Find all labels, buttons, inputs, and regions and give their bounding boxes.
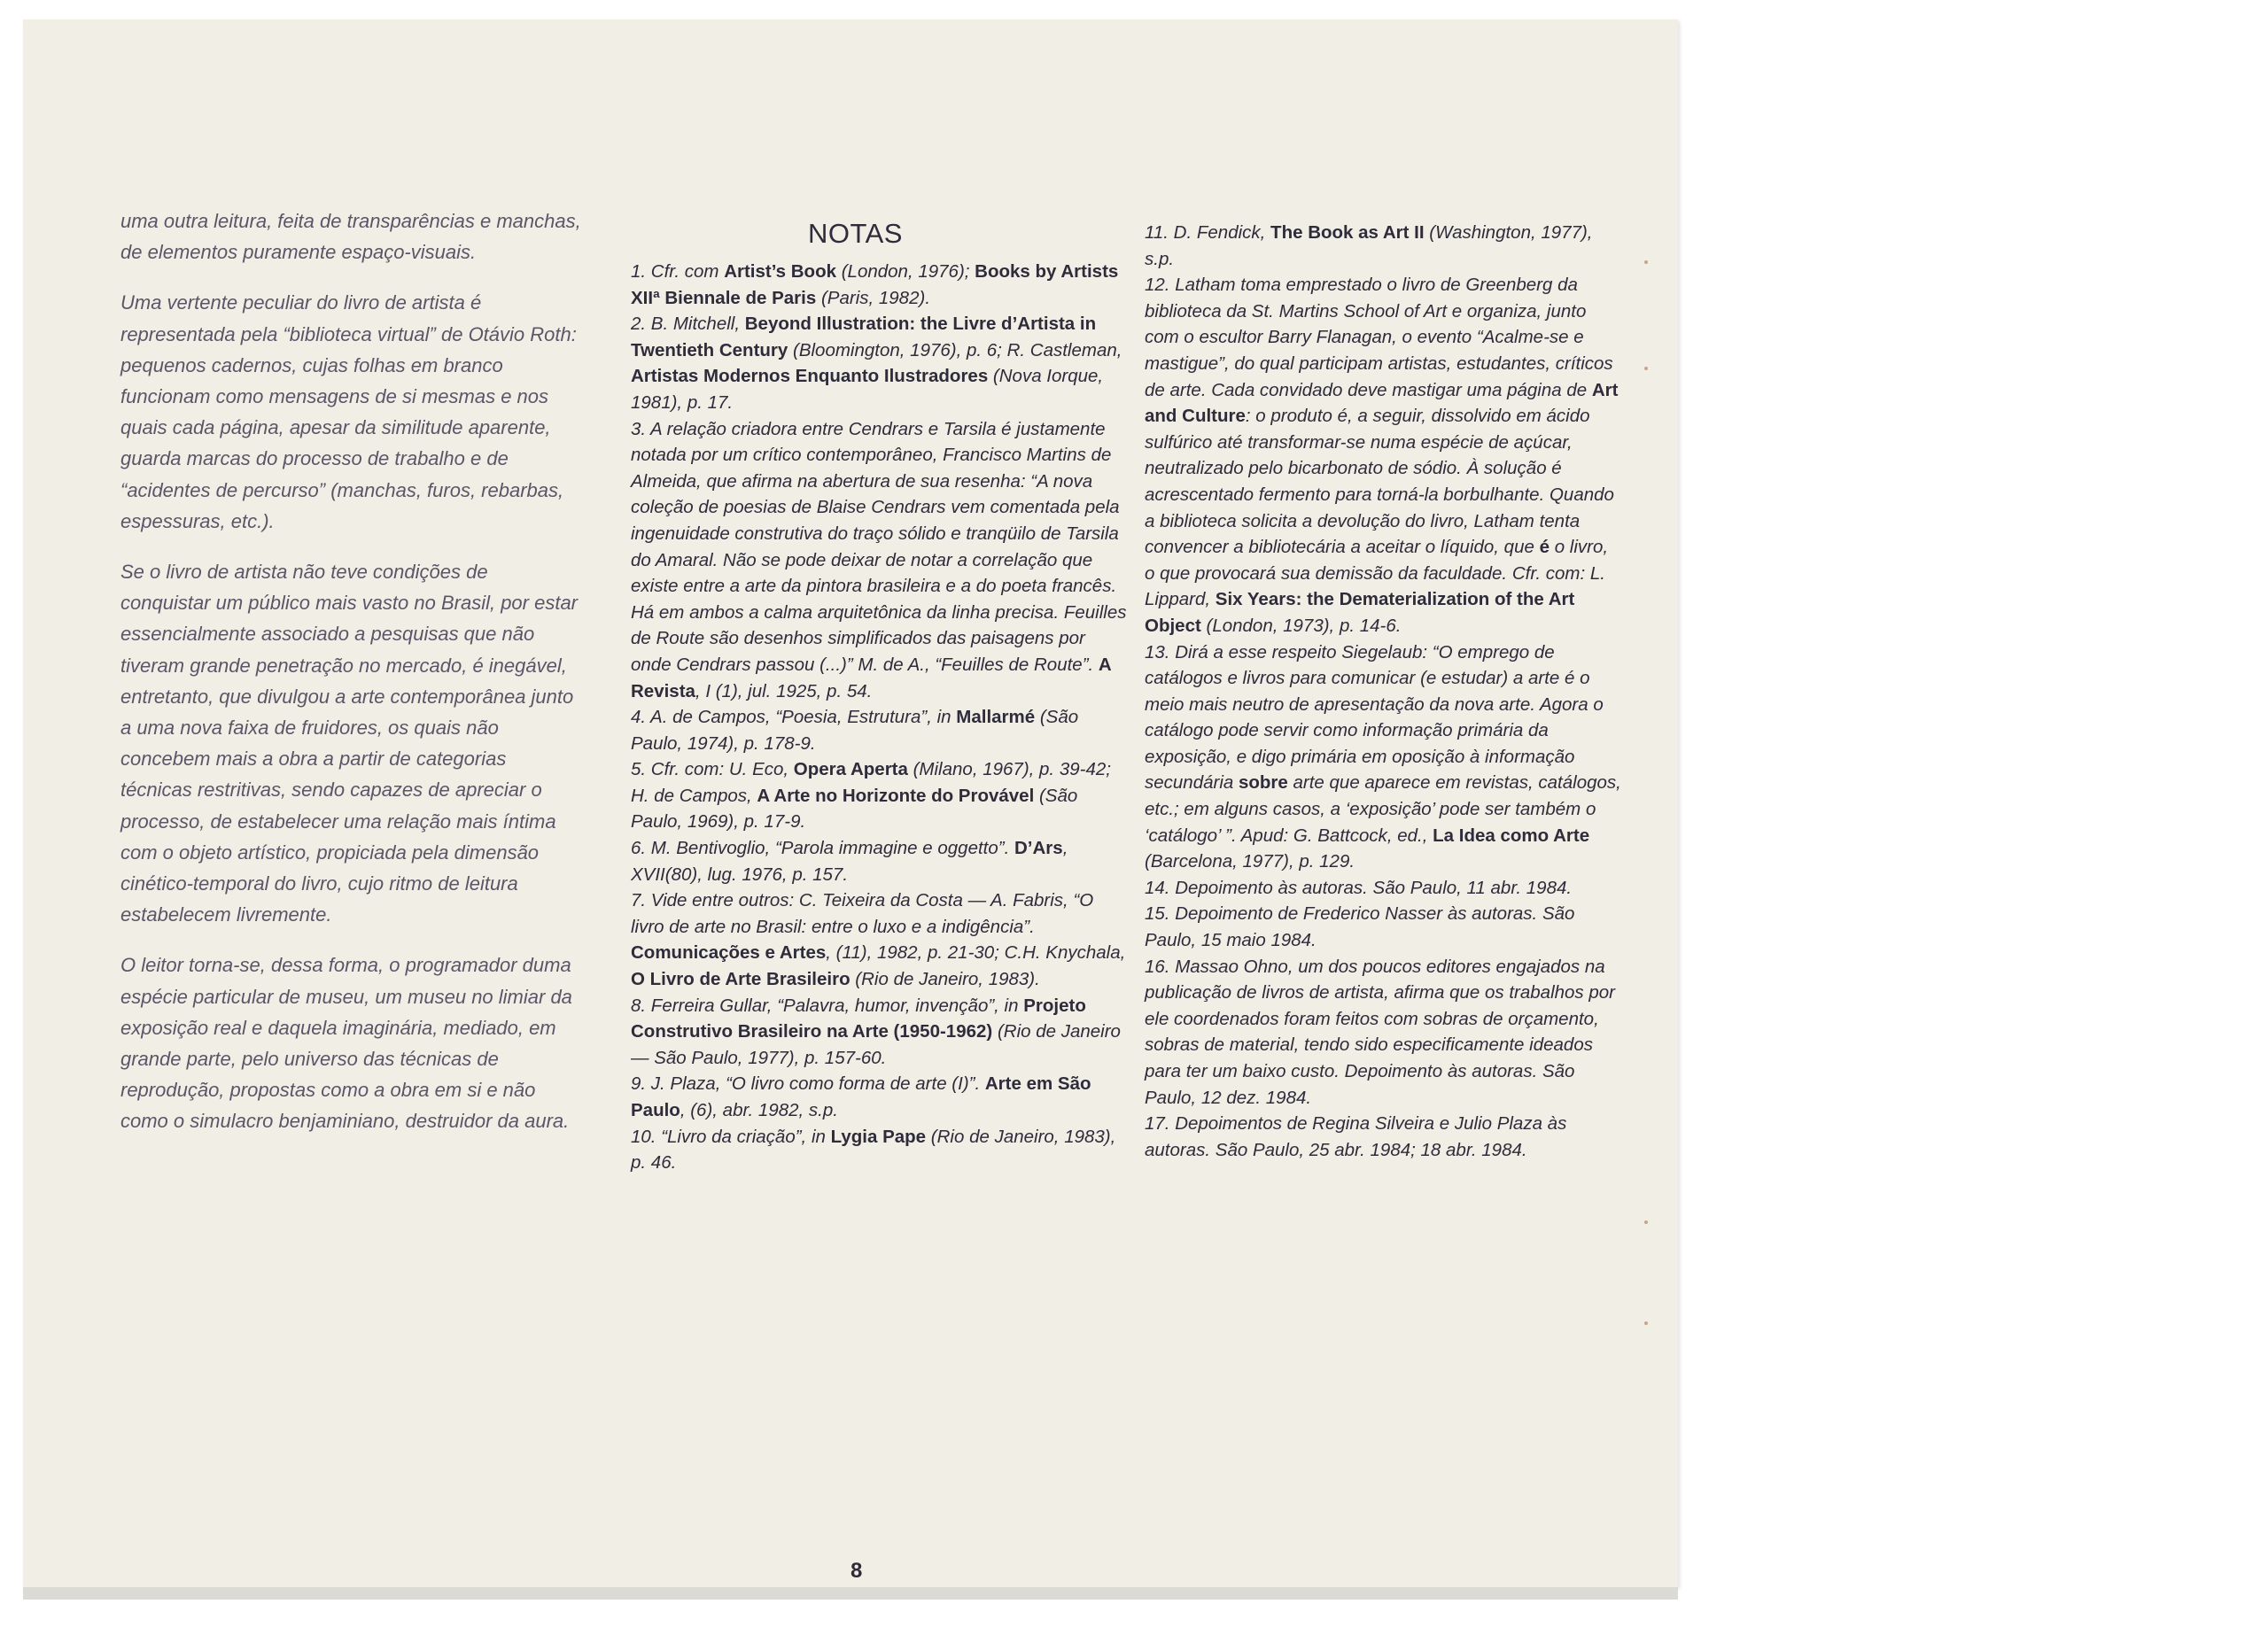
body-paragraph: O leitor torna-se, dessa forma, o programador duma espécie particular de museu, um museu no limiar da exposição real e daquela imaginária, mediado, em grande parte, pelo universo das técnicas de reprodução, propostas como a obra em si e não como o simulacro benjaminiano, destruidor da aura. (120, 954, 572, 1133)
footnote-title: O Livro de Arte Brasileiro (631, 969, 850, 990)
footnote-text: arte que aparece em revistas, catálogos, etc.; em alguns casos, a ‘exposição’ pode ser também o ‘catálogo’ ”. Apud: G. Battcock, ed., (1145, 772, 1621, 846)
footnote-text: 12. Latham toma emprestado o livro de Greenberg da biblioteca da St. Martins School of Art e organiza, junto com o escultor Barry Flanagan, o evento “Acalme-se e mastigue”, do qual participam artistas, estudantes, críticos de arte. Cada convidado deve mastigar uma página de (1145, 275, 1613, 400)
footnote-text: (Nova Iorque, 1981), p. 17. (631, 366, 1104, 413)
footnote-text: , I (1), jul. 1925, p. 54. (695, 680, 873, 701)
footnote-text: (London, 1973), p. 14-6. (1200, 615, 1402, 636)
footnote-title: Arte em São Paulo (631, 1073, 1091, 1120)
footnote-title: Comunicações e Artes (631, 942, 827, 964)
footnote-text: , (6), abr. 1982, s.p. (680, 1100, 838, 1120)
footnote (631, 259, 1127, 311)
body-paragraph: uma outra leitura, feita de transparências e manchas, de elementos puramente espaço-visuais. (120, 210, 581, 264)
footnote-text: 9. J. Plaza, “O livro como forma de arte (I)”. (631, 1073, 985, 1095)
footnote-text: 6. M. Bentivoglio, “Parola immagine e oggetto”. (631, 838, 1014, 859)
page-edge-shadow (23, 1587, 1678, 1600)
footnote (631, 1124, 1127, 1176)
body-paragraph: Se o livro de artista não teve condições de conquistar um público mais vasto no Brasil, por estar essencialmente associado a pesquisas que não tiveram grande penetração no mercado, é inegável, entretanto, que divulgou a arte contemporânea junto a uma nova faixa de fruidores, os quais não concebem mais a obra a partir de categorias técnicas restritivas, sendo capazes de apreciar o processo, de estabelecer uma relação mais íntima com o objeto artístico, propiciada pela dimensão cinético-temporal do livro, cujo ritmo de leitura estabelecem livremente. (120, 561, 579, 926)
footnote-text: : o produto é, a seguir, dissolvido em ácido sulfúrico até transformar-se numa espécie de açúcar, neutralizado pelo bicarbonato de sódio. À solução é acrescentado fermento para torná-la borbulhante. Quando a biblioteca solicita a devolução do livro, Latham tenta convencer a bibliotecária a aceitar o líquido, que (1145, 406, 1614, 558)
page-sheet (23, 19, 1678, 1587)
paper-speck (1644, 367, 1648, 370)
footnote-title: Projeto Construtivo Brasileiro na Arte (1950-1962) (631, 995, 1086, 1042)
footnote-title: La Idea como Arte (1433, 825, 1590, 846)
footnote-text: 15. Depoimento de Frederico Nasser às autoras. São Paulo, 15 maio 1984. (1145, 903, 1575, 951)
footnote-text: (Rio de Janeiro — São Paulo, 1977), p. 157-60. (631, 1021, 1121, 1068)
footnote-title: Six Years: the Dematerialization of the Art Object (1145, 589, 1575, 636)
footnote (631, 416, 1127, 705)
footnote-text: (Rio de Janeiro, 1983), p. 46. (631, 1126, 1116, 1174)
footnote-title: sobre (1238, 772, 1288, 794)
footnote (1145, 875, 1623, 902)
footnote-text: 13. Dirá a esse respeito Siegelaub: “O emprego de catálogos e livros para comunicar (e estudar) a arte é o meio mais neutro de apresentação da nova arte. Agora o catálogo pode servir como informação primária da exposição, e digo primária em oposição à informação secundária (1145, 641, 1604, 794)
footnote-text: 10. “Livro da criação”, in (631, 1126, 831, 1147)
footnote (1145, 272, 1623, 639)
footnote (631, 704, 1127, 756)
paper-speck (1644, 1321, 1648, 1325)
notes-column-right (1145, 220, 1623, 1163)
footnote-text: (Barcelona, 1977), p. 129. (1145, 851, 1355, 872)
footnote-title: Opera Aperta (793, 759, 908, 780)
footnote-title: A Arte no Horizonte do Provável (757, 785, 1035, 806)
body-text-column (120, 205, 581, 1157)
paper-speck (1644, 1220, 1648, 1224)
footnote-text: (London, 1976); (836, 261, 975, 282)
footnote-text: 17. Depoimentos de Regina Silveira e Julio Plaza às autoras. São Paulo, 25 abr. 1984; 18 abr. 1984. (1145, 1113, 1567, 1160)
notes-heading: NOTAS (808, 218, 903, 249)
footnote-text: (Paris, 1982). (816, 287, 931, 308)
footnote-title: Artist’s Book (724, 261, 837, 282)
footnote (631, 887, 1127, 992)
footnote (1145, 1111, 1623, 1163)
footnote-title: A Revista (631, 654, 1111, 701)
footnote-text: (Milano, 1967), p. 39-42; H. de Campos, (631, 759, 1111, 806)
footnote-text: (São Paulo, 1969), p. 17-9. (631, 785, 1078, 833)
page-number: 8 (850, 1559, 863, 1583)
footnote-title: é (1539, 537, 1550, 558)
footnote-title: The Book as Art II (1270, 222, 1425, 243)
footnote-text: 2. B. Mitchell, (631, 314, 745, 335)
footnote (1145, 901, 1623, 953)
footnote (631, 756, 1127, 835)
footnote-text: (Bloomington, 1976), p. 6; R. Castleman, (788, 339, 1122, 360)
footnote-text: , XVII(80), lug. 1976, p. 157. (631, 838, 1068, 885)
footnote-title: Lygia Pape (830, 1126, 927, 1147)
footnote-title: Artistas Modernos Enquanto Ilustradores (631, 366, 989, 387)
footnote (631, 835, 1127, 887)
footnote (1145, 639, 1623, 875)
footnote-title: Mallarmé (956, 707, 1036, 728)
footnote-text: 5. Cfr. com: U. Eco, (631, 759, 794, 780)
footnote-title: D’Ars (1014, 838, 1063, 859)
notes-column-middle (631, 218, 1127, 1176)
footnote (1145, 954, 1623, 1112)
footnote-text: 11. D. Fendick, (1145, 222, 1271, 243)
footnote-text: 14. Depoimento às autoras. São Paulo, 11 abr. 1984. (1145, 877, 1573, 898)
footnote-text: 7. Vide entre outros: C. Teixeira da Costa — A. Fabris, “O livro de arte no Brasil: entre o luxo e a indigência”. (631, 890, 1094, 937)
footnote (631, 993, 1127, 1072)
footnote-title: Books by Artists XIIª Biennale de Paris (631, 261, 1119, 308)
paper-speck (1644, 260, 1648, 264)
footnote-text: (São Paulo, 1974), p. 178-9. (631, 707, 1079, 754)
footnote-text: (Rio de Janeiro, 1983). (850, 969, 1040, 990)
footnote-text: (Washington, 1977), s.p. (1145, 222, 1593, 269)
footnote-text: 8. Ferreira Gullar, “Palavra, humor, invenção”, in (631, 995, 1024, 1016)
footnote-text: 3. A relação criadora entre Cendrars e Tarsila é justamente notada por um crítico contemporâneo, Francisco Martins de Almeida, que afirma na abertura de sua resenha: “A nova coleção de poesias de Blaise Cendrars vem comentada pela ingenuidade construtiva do traço sólido e tranqüilo de Tarsila do Amaral. Não se pode deixar de notar a correlação que existe entre a arte da pintora brasileira e a do poeta francês. Há em ambos a calma arquitetônica da linha precisa. Feuilles de Route são desenhos simplificados das paisagens por onde Cendrars passou (...)” M. de A., “Feuilles de Route”. (631, 418, 1127, 675)
footnote-title: Beyond Illustration: the Livre d’Artista in Twentieth Century (631, 314, 1097, 360)
footnote (631, 311, 1127, 415)
footnote-title: Art and Culture (1145, 379, 1619, 427)
footnote-text: 1. Cfr. com (631, 261, 725, 282)
footnote-text: , (11), 1982, p. 21-30; C.H. Knychala, (826, 942, 1126, 964)
footnote-text: o livro, o que provocará sua demissão da faculdade. Cfr. com: L. Lippard, (1145, 537, 1609, 610)
footnote (1145, 220, 1623, 272)
body-paragraph: Uma vertente peculiar do livro de artista é representada pela “biblioteca virtual” de Otávio Roth: pequenos cadernos, cujas folhas em branco funcionam como mensagens de si mesmas e nos quais cada página, apesar da similitude aparente, guarda marcas do processo de trabalho e de “acidentes de percurso” (manchas, furos, rebarbas, espessuras, etc.). (120, 291, 577, 532)
footnote-text: 16. Massao Ohno, um dos poucos editores engajados na publicação de livros de artista, afirma que os trabalhos por ele coordenados foram feitos com sobras de orçamento, sobras de material, tendo sido especificamente ideados para ter um baixo custo. Depoimento às autoras. São Paulo, 12 dez. 1984. (1145, 956, 1616, 1108)
footnote (631, 1071, 1127, 1123)
footnote-text: 4. A. de Campos, “Poesia, Estrutura”, in (631, 707, 957, 728)
